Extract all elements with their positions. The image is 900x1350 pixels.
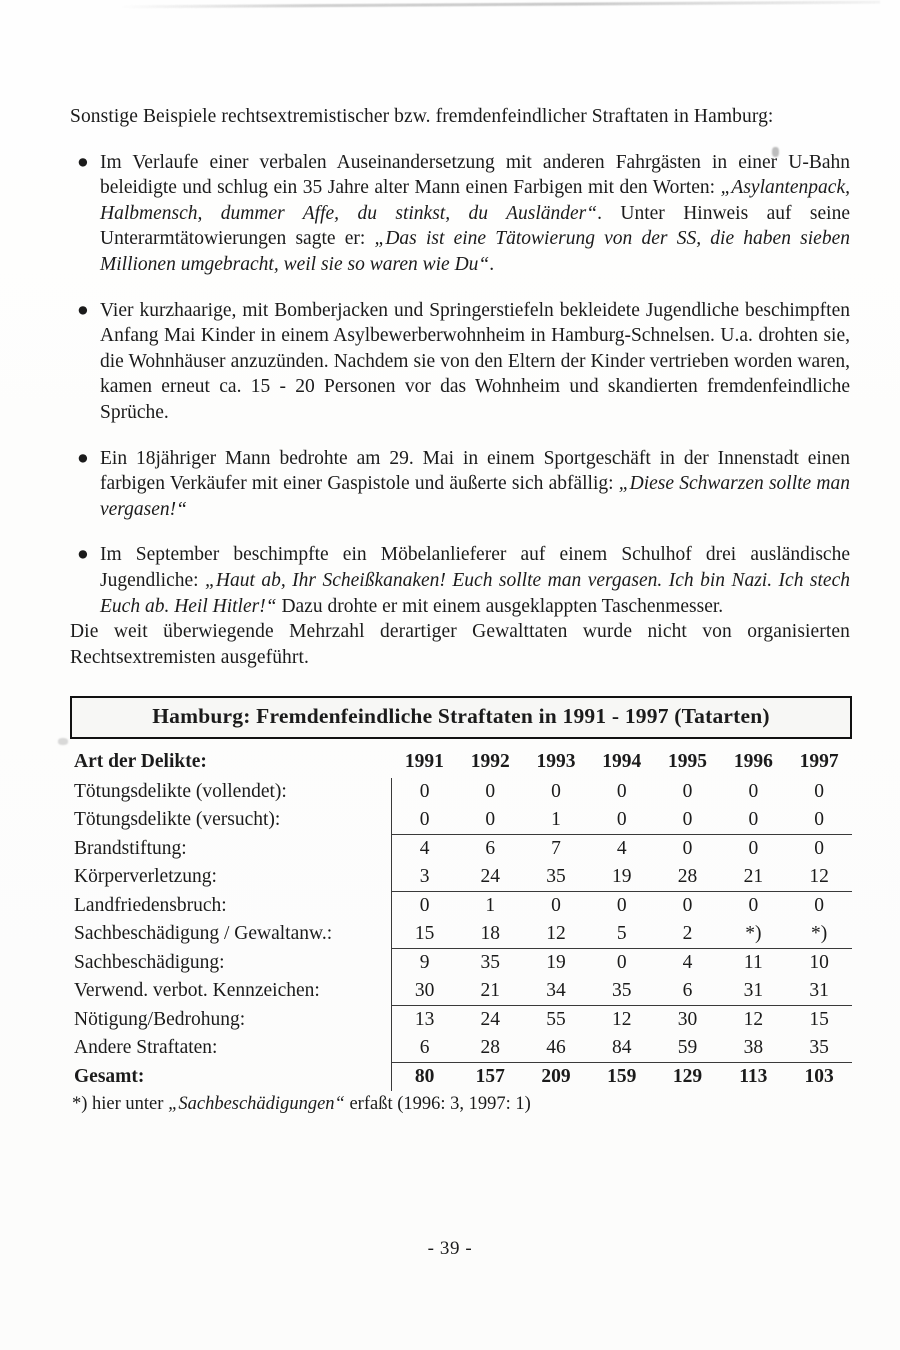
- cell-1992: 21: [457, 977, 523, 1006]
- table-row: [70, 949, 852, 978]
- cell-1997: 10: [809, 952, 829, 974]
- text-segment-2: . Unter Hinweis auf seine Unterarmtätowierungen sagte er:: [100, 202, 850, 250]
- table-row: [70, 1006, 852, 1035]
- cell-1996: *): [720, 920, 786, 949]
- cell-1991: 0: [392, 778, 458, 806]
- intro-paragraph: Sonstige Beispiele rechtsextremistischer bzw. fremdenfeindlicher Straftaten in Hamburg:: [70, 106, 774, 127]
- table-title: Hamburg: Fremdenfeindliche Straftaten in 1991 - 1997 (Tatarten): [152, 704, 770, 729]
- cell-1995: 28: [655, 863, 721, 892]
- row-label: Verwend. verbot. Kennzeichen:: [74, 980, 320, 1002]
- cell-1997: 0: [814, 781, 824, 803]
- row-label: Gesamt:: [74, 1066, 145, 1088]
- cell-1994: 0: [616, 895, 627, 917]
- cell-1996: 0: [748, 838, 759, 860]
- cell-1993: 1: [523, 806, 589, 835]
- table-row: [70, 835, 852, 864]
- table-row: [70, 1034, 852, 1063]
- cell-1991: 30: [392, 977, 458, 1006]
- table-row: [70, 778, 852, 806]
- cell-1991: 80: [392, 1063, 458, 1092]
- cell-1991: 4: [392, 835, 458, 864]
- cell-1991: 0: [392, 806, 458, 835]
- cell-1996: 0: [748, 895, 759, 917]
- cell-1994: 0: [589, 806, 655, 835]
- text-segment-2: erfaßt (1996: 3, 1997: 1): [344, 1094, 531, 1115]
- column-header-delikte: Art der Delikte:: [74, 751, 207, 773]
- cell-1994: 0: [616, 781, 627, 803]
- cell-1995: 129: [655, 1063, 721, 1092]
- bullet-list: [70, 150, 850, 620]
- cell-1993: 209: [523, 1063, 589, 1092]
- column-header-year-1995: 1995: [668, 751, 708, 773]
- cell-1997: 15: [809, 1009, 829, 1031]
- cell-1991: 9: [392, 949, 458, 978]
- table-body: [70, 778, 852, 1091]
- cell-1991: 6: [392, 1034, 458, 1063]
- cell-1996: 0: [720, 806, 786, 835]
- table-row: [70, 920, 852, 949]
- text-segment-3: „Das ist eine Tätowierung von der SS, die haben sieben Millionen umgebracht, weil sie so waren wie Du“: [100, 228, 850, 275]
- text-segment-0: Ein 18jähriger Mann bedrohte am 29. Mai in einem Sportgeschäft in der Innenstadt einen farbigen Verkäufer mit einer Gaspistole und äußerte sich abfällig:: [100, 447, 850, 495]
- bullet-schulhof: [70, 542, 850, 619]
- statistics-table-block: [70, 696, 852, 1116]
- text-segment-1: „Haut ab, Ihr Scheißkanaken! Euch sollte man vergasen. Ich bin Nazi. Ich stech Euch ab. Heil Hitler!“: [100, 569, 850, 617]
- cell-1993: 34: [523, 977, 589, 1006]
- cell-1993: 19: [546, 952, 566, 974]
- cell-1997: *): [786, 920, 852, 949]
- cell-1993: 0: [551, 781, 561, 803]
- cell-1996: 31: [720, 977, 786, 1006]
- table-head: [70, 751, 852, 778]
- bullet-text: [100, 446, 850, 523]
- page-number: - 39 -: [427, 1238, 473, 1259]
- cell-1993: 35: [523, 863, 589, 892]
- cell-1996: 12: [743, 1009, 764, 1031]
- cell-1994: 159: [589, 1063, 655, 1092]
- text-segment-2: Dazu drohte er mit einem ausgeklappten Taschenmesser.: [276, 595, 724, 617]
- cell-1993: 12: [523, 920, 589, 949]
- cell-1996: 11: [743, 952, 763, 974]
- cell-1992: 28: [457, 1034, 523, 1063]
- closing-paragraph: Die weit überwiegende Mehrzahl derartiger Gewalttaten wurde nicht von organisierten Rechtsextremisten ausgeführt.: [70, 621, 850, 668]
- cell-1992: 24: [457, 863, 523, 892]
- bullet-point-icon: ●: [77, 299, 89, 321]
- cell-1994: 5: [589, 920, 655, 949]
- cell-1995: 59: [655, 1034, 721, 1063]
- table-row: [70, 806, 852, 835]
- cell-1995: 2: [655, 920, 721, 949]
- row-label: Landfriedensbruch:: [74, 895, 227, 917]
- table-header-row: [70, 751, 852, 778]
- scan-artifact-smudge-left: [58, 738, 68, 745]
- document-body: [70, 104, 850, 1116]
- table-footnote: [70, 1092, 852, 1116]
- cell-1994: 84: [589, 1034, 655, 1063]
- text-segment-1: „Asylantenpack, Halbmensch, dummer Affe, du stinkst, du Ausländer“: [100, 177, 850, 224]
- text-segment-0: Vier kurzhaarige, mit Bomberjacken und Springerstiefeln bekleidete Jugendliche beschimpften Anfang Mai Kinder in einem Asylbewerberwohnheim in Hamburg-Schnelsen. U.a. drohten sie, die Wohnhäuser anzuzünden. Nachdem sie von den Eltern der Kinder vertrieben worden waren, kamen erneut ca. 15 - 20 Personen vor das Wohnheim und skandierten fremdenfeindliche Sprüche.: [100, 299, 850, 423]
- row-label: Nötigung/Bedrohung:: [74, 1009, 246, 1031]
- scan-artifact-streak: [120, 1, 880, 9]
- cell-1996: 38: [720, 1034, 786, 1063]
- row-label: Andere Straftaten:: [74, 1037, 218, 1059]
- column-header-year-1997: 1997: [799, 751, 839, 773]
- cell-1997: 0: [786, 806, 852, 835]
- column-header-year-1994: 1994: [602, 751, 642, 773]
- cell-1993: 55: [546, 1009, 566, 1031]
- bullet-point-icon: ●: [77, 544, 89, 566]
- row-label: Tötungsdelikte (vollendet):: [74, 781, 287, 803]
- row-label: Tötungsdelikte (versucht):: [74, 809, 281, 831]
- cell-1991: 3: [392, 863, 458, 892]
- text-segment-0: *) hier unter: [72, 1094, 169, 1115]
- text-segment-1: „Sachbeschädigungen“: [168, 1094, 345, 1115]
- cell-1995: 0: [655, 806, 721, 835]
- cell-1995: 6: [655, 977, 721, 1006]
- cell-1992: 1: [485, 895, 496, 917]
- cell-1995: 0: [682, 895, 693, 917]
- row-label: Brandstiftung:: [74, 838, 187, 860]
- cell-1995: 0: [682, 781, 693, 803]
- cell-1992: 18: [457, 920, 523, 949]
- table-title-box: [70, 696, 852, 739]
- cell-1994: 0: [616, 952, 627, 974]
- cell-1992: 0: [457, 806, 523, 835]
- bullet-point-icon: ●: [77, 151, 89, 173]
- row-label: Körperverletzung:: [74, 866, 217, 888]
- table-row: [70, 977, 852, 1006]
- text-segment-4: .: [489, 253, 495, 275]
- table-row: [70, 863, 852, 892]
- bullet-u-bahn: [70, 150, 850, 278]
- cell-1995: 4: [682, 952, 693, 974]
- column-header-year-1992: 1992: [470, 751, 510, 773]
- cell-1993: 46: [523, 1034, 589, 1063]
- cell-1992: 6: [485, 838, 496, 860]
- bullet-text: [100, 298, 850, 426]
- bullet-point-icon: ●: [77, 447, 89, 469]
- text-segment-0: Im Verlaufe einer verbalen Auseinandersetzung mit anderen Fahrgästen in einer U-Bahn beleidigte und schlug ein 35 Jahre alter Mann einen Farbigen mit den Worten:: [100, 151, 850, 199]
- bullet-text: [100, 150, 850, 278]
- cell-1996: 21: [720, 863, 786, 892]
- bullet-sportgeschaeft: [70, 446, 850, 523]
- column-header-year-1991: 1991: [404, 751, 444, 773]
- cell-1994: 35: [589, 977, 655, 1006]
- text-segment-1: „Diese Schwarzen sollte man vergasen!“: [100, 473, 850, 520]
- cell-1997: 31: [786, 977, 852, 1006]
- cell-1997: 35: [786, 1034, 852, 1063]
- cell-1992: 24: [480, 1009, 500, 1031]
- statistics-table: [70, 751, 852, 1091]
- cell-1994: 12: [612, 1009, 632, 1031]
- table-row: [70, 892, 852, 921]
- cell-1991: 13: [392, 1006, 458, 1035]
- bullet-schnelsen: [70, 298, 850, 426]
- table-total-row: [70, 1063, 852, 1092]
- cell-1996: 0: [748, 781, 759, 803]
- column-header-year-1996: 1996: [733, 751, 773, 773]
- cell-1994: 19: [589, 863, 655, 892]
- cell-1995: 30: [677, 1009, 698, 1031]
- bullet-text: [100, 542, 850, 619]
- cell-1994: 4: [616, 838, 627, 860]
- cell-1992: 35: [480, 952, 500, 974]
- cell-1995: 0: [682, 838, 693, 860]
- row-label: Sachbeschädigung:: [74, 952, 225, 974]
- cell-1993: 7: [551, 838, 561, 860]
- cell-1992: 157: [457, 1063, 523, 1092]
- column-header-year-1993: 1993: [536, 751, 576, 773]
- cell-1991: 0: [392, 892, 458, 921]
- text-segment-0: Im September beschimpfte ein Möbelanlieferer auf einem Schulhof drei ausländische Jugendliche:: [100, 544, 850, 591]
- cell-1991: 15: [392, 920, 458, 949]
- cell-1992: 0: [485, 781, 496, 803]
- cell-1993: 0: [551, 895, 561, 917]
- cell-1997: 103: [786, 1063, 852, 1092]
- cell-1997: 12: [786, 863, 852, 892]
- cell-1997: 0: [814, 895, 824, 917]
- cell-1997: 0: [814, 838, 824, 860]
- cell-1996: 113: [720, 1063, 786, 1092]
- row-label: Sachbeschädigung / Gewaltanw.:: [74, 923, 333, 945]
